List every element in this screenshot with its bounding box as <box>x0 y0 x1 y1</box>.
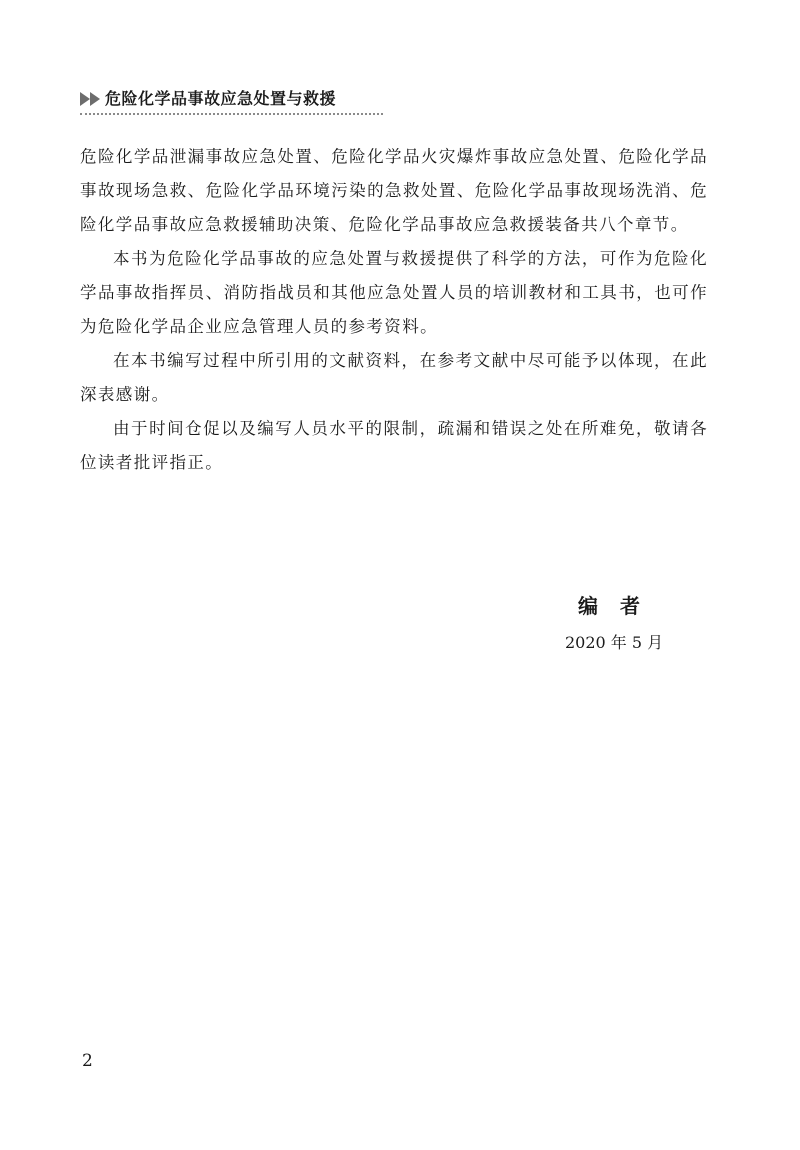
paragraph-4: 由于时间仓促以及编写人员水平的限制，疏漏和错误之处在所难免，敬请各位读者批评指正。 <box>80 419 708 472</box>
paragraph-1: 危险化学品泄漏事故应急处置、危险化学品火灾爆炸事故应急处置、危险化学品事故现场急救、危险化学品环境污染的急救处置、危险化学品事故现场洗消、危险化学品事故应急救援辅助决策、危险化学品事故应急救援装备共八个章节。 <box>80 147 708 234</box>
running-header <box>80 88 385 118</box>
page-number: 2 <box>82 1051 93 1071</box>
book-title: 危险化学品事故应急处置与救援 <box>105 89 337 108</box>
preface-date: 2020 年 5 月 <box>565 633 664 652</box>
preface-body <box>80 140 708 480</box>
paragraph-3: 在本书编写过程中所引用的文献资料，在参考文献中尽可能予以体现，在此深表感谢。 <box>80 351 708 404</box>
author-signature: 编者 <box>578 594 662 618</box>
header-dotted-rule <box>80 113 383 115</box>
paragraph-2: 本书为危险化学品事故的应急处置与救援提供了科学的方法，可作为危险化学品事故指挥员、消防指战员和其他应急处置人员的培训教材和工具书，也可作为危险化学品企业应急管理人员的参考资料。 <box>80 249 708 336</box>
double-arrow-icon <box>80 92 102 106</box>
